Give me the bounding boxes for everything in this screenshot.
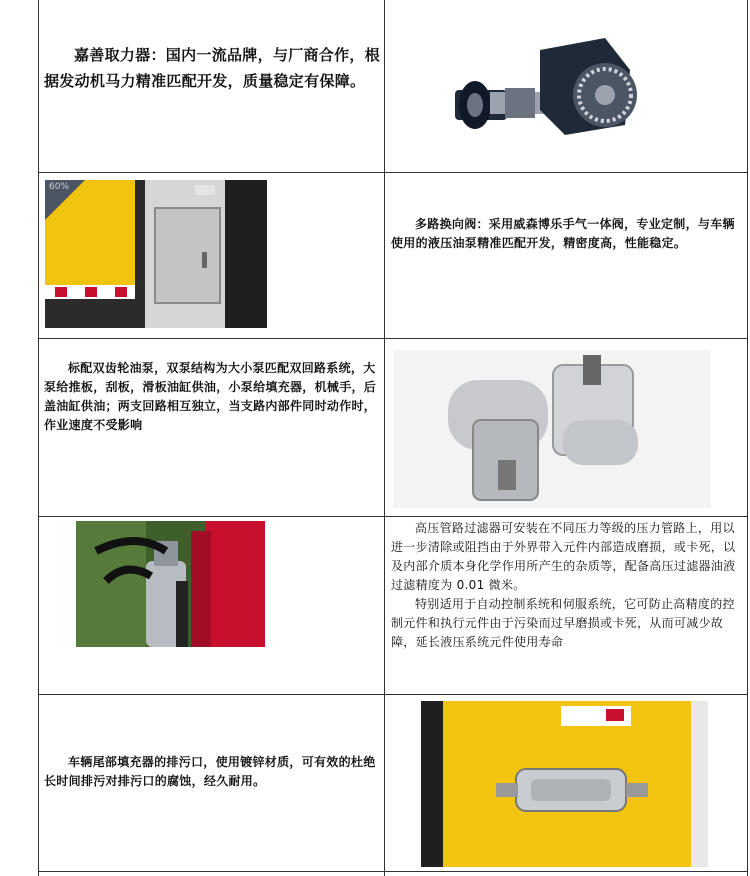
image-badge: 60% <box>49 182 70 192</box>
pump-description: 标配双齿轮油泵，双泵结构为大小泵匹配双回路系统，大泵给推板，刮板，滑板油缸供油，小泵给填充器，机械手，后盖油缸供油；两支回路相互独立，当支路内部件同时动作时，作业速度不受影响 <box>44 361 377 432</box>
pto-description: 嘉善取力器：国内一流品牌，与厂商合作，根据发动机马力精准匹配开发，质量稳定有保障。 <box>44 46 381 90</box>
valve-description: 多路换向阀：采用威森博乐手气一体阀，专业定制，与车辆使用的液压油泵精准匹配开发，精密度高，性能稳定。 <box>391 217 735 250</box>
filter-description: 高压管路过滤器可安装在不同压力等级的压力管路上，用以进一步清除或阻挡由于外界带入元件内部造成磨损，或卡死，以及内部介质本身化学作用所产生的杂质等，配备高压过滤器油液过滤精度为 0.01 微米。 特别适用于自动控制系统和伺服系统，它可防止高精度的控制元件和执行元件由于污染而过早磨损或卡死，从而可减少故障，延长液压系统元件使用寿命 <box>391 521 736 649</box>
table-column-divider <box>384 0 385 876</box>
pto-gearbox-photo <box>455 30 645 150</box>
row-divider <box>38 172 748 173</box>
row-divider <box>38 694 748 695</box>
drain-outlet-photo <box>421 701 708 867</box>
row-divider <box>38 871 748 872</box>
row-divider <box>38 516 748 517</box>
row-divider <box>38 338 748 339</box>
tank-truck-cabinet-photo <box>45 180 267 328</box>
high-pressure-filter-photo <box>76 521 265 647</box>
drain-description: 车辆尾部填充器的排污口，使用镀锌材质，可有效的杜绝长时间排污对排污口的腐蚀，经久耐用。 <box>44 755 376 788</box>
gear-pump-photo <box>393 350 711 508</box>
